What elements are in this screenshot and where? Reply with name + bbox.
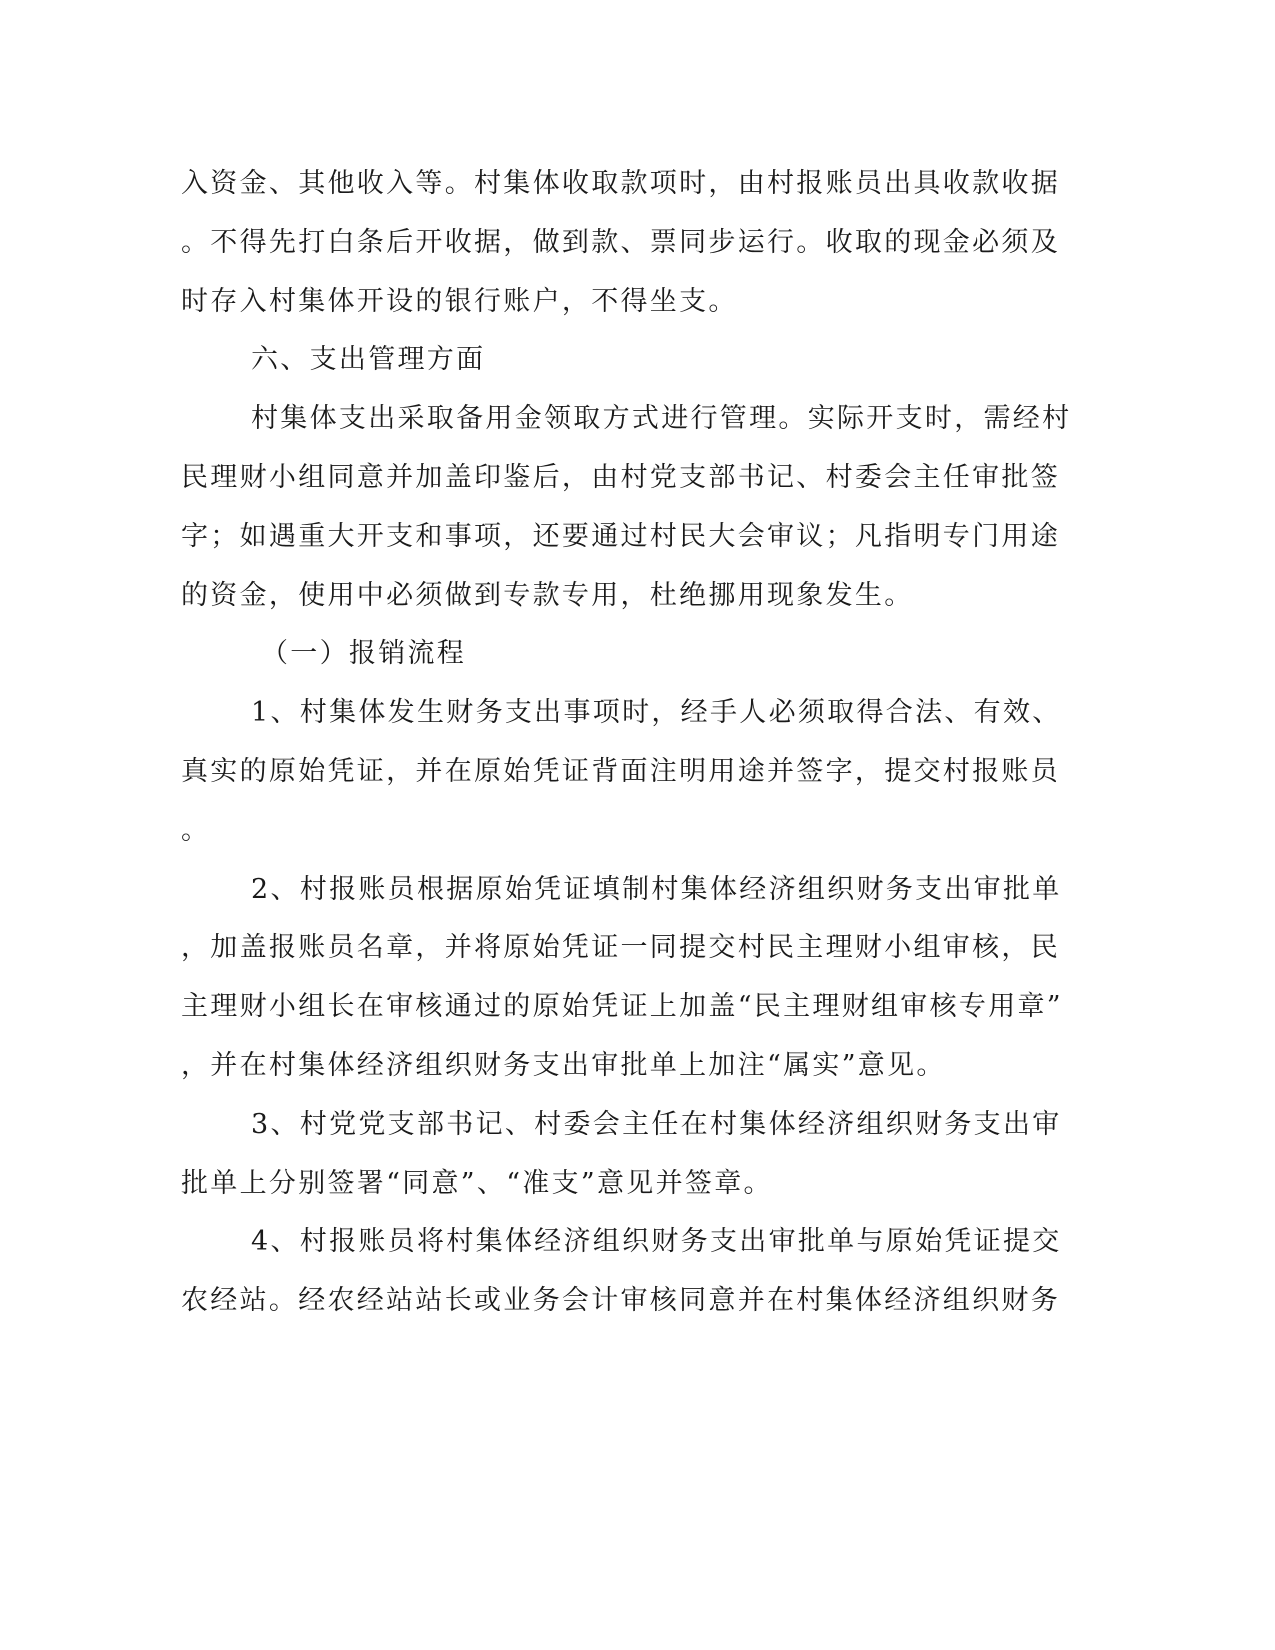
text-line: ，并在村集体经济组织财务支出审批单上加注“属实”意见。 [181,1049,946,1081]
text-line: 主理财小组长在审核通过的原始凭证上加盖“民主理财组审核专用章” [181,991,1063,1023]
text-line: ，加盖报账员名章，并将原始凭证一同提交村民主理财小组审核，民 [181,932,1060,964]
text-line: 村集体支出采取备用金领取方式进行管理。实际开支时，需经村 [251,403,1072,435]
text-line: 真实的原始凭证，并在原始凭证背面注明用途并签字，提交村报账员 [181,755,1060,787]
document-body [181,155,1072,1331]
text-line: 的资金，使用中必须做到专款专用，杜绝挪用现象发生。 [181,579,914,611]
text-line: 农经站。经农经站站长或业务会计审核同意并在村集体经济组织财务 [181,1285,1060,1317]
text-line: 2、村报账员根据原始凭证填制村集体经济组织财务支出审批单 [251,873,1062,905]
text-line: 1、村集体发生财务支出事项时，经手人必须取得合法、有效、 [251,697,1062,729]
text-line: 3、村党党支部书记、村委会主任在村集体经济组织财务支出审 [251,1108,1062,1140]
text-line: 批单上分别签署“同意”、“准支”意见并签章。 [181,1167,773,1199]
text-line: 民理财小组同意并加盖印鉴后，由村党支部书记、村委会主任审批签 [181,461,1060,493]
text-line: 4、村报账员将村集体经济组织财务支出审批单与原始凭证提交 [251,1226,1062,1258]
text-line: 字；如遇重大开支和事项，还要通过村民大会审议；凡指明专门用途 [181,520,1060,552]
text-line: 入资金、其他收入等。村集体收取款项时，由村报账员出具收款收据 [181,168,1060,199]
text-line: 时存入村集体开设的银行账户，不得坐支。 [181,285,738,317]
section-heading: 六、支出管理方面 [251,344,486,376]
subsection-heading: （一）报销流程 [261,638,467,670]
text-line: 。 [181,814,211,846]
text-line: 。不得先打白条后开收据，做到款、票同步运行。收取的现金必须及 [181,226,1060,258]
